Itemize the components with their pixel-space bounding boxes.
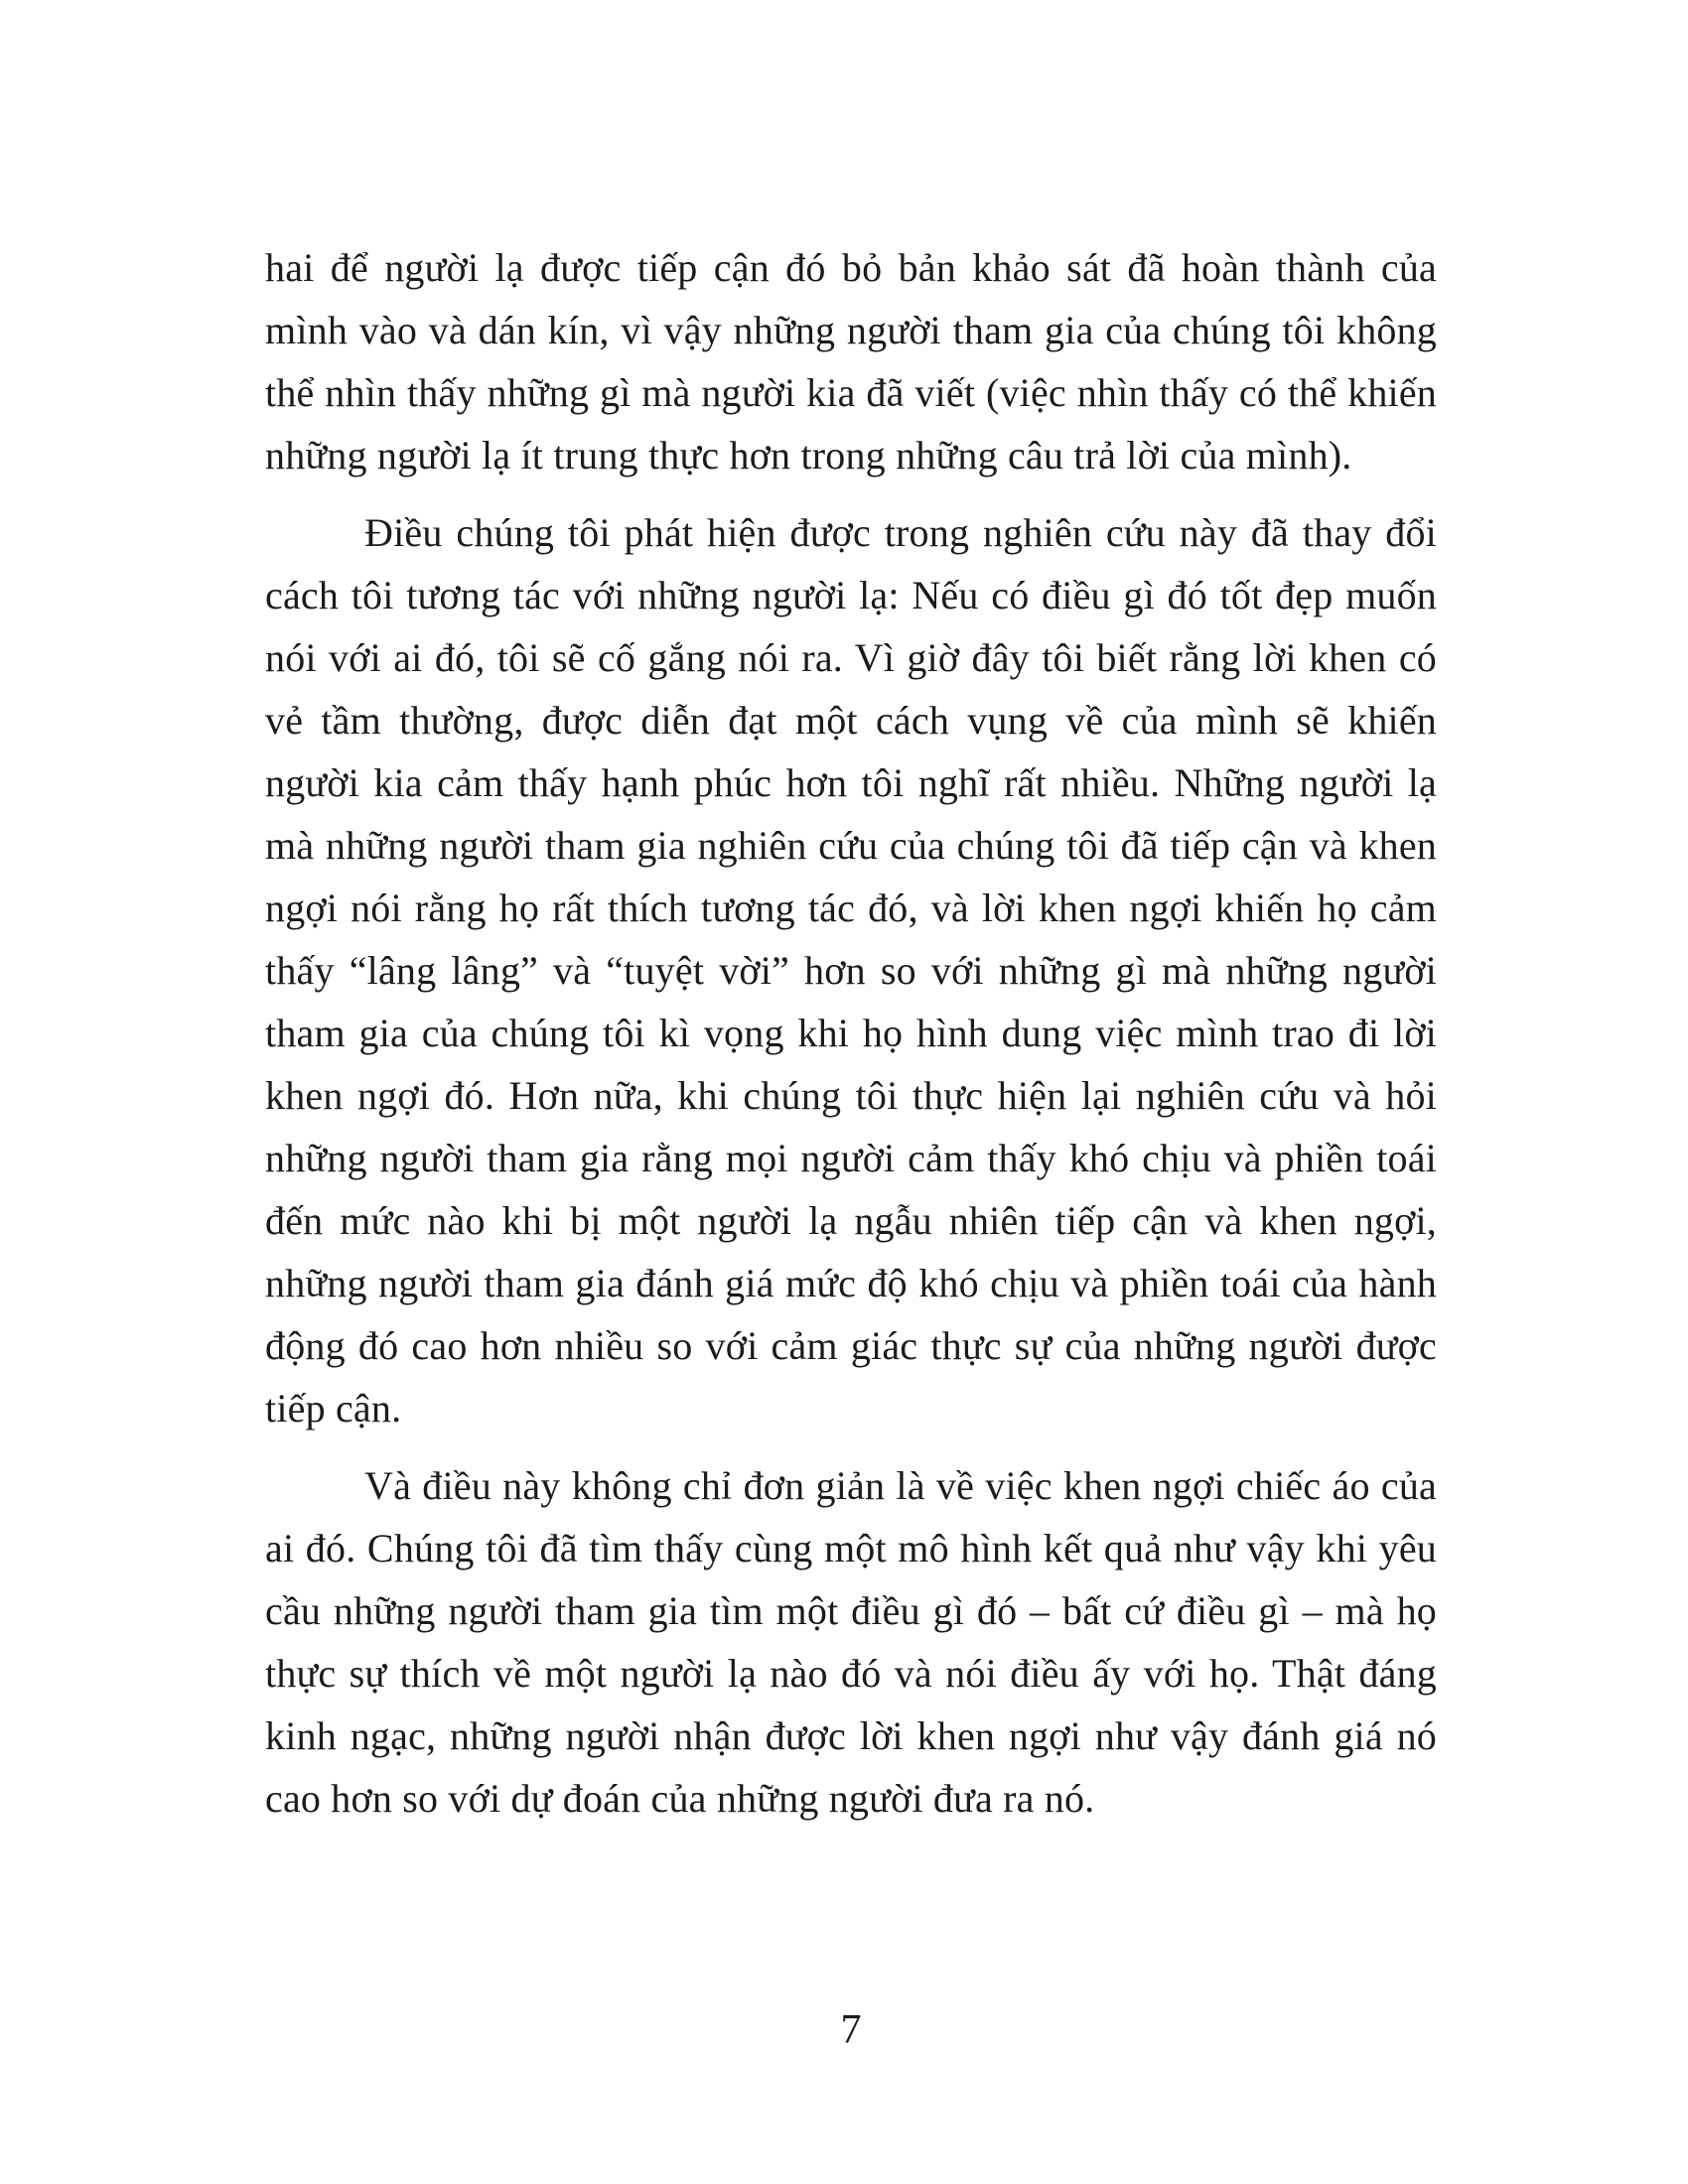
paragraph-2: Điều chúng tôi phát hiện được trong nghiên cứu này đã thay đổi cách tôi tương tác với những người lạ: Nếu có điều gì đó tốt đẹp muốn nói với ai đó, tôi sẽ cố gắng nói ra. Vì giờ đây tôi biết rằng lời khen có vẻ tầm thường, được diễn đạt một cách vụng về của mình sẽ khiến người kia cảm thấy hạnh phúc hơn tôi nghĩ rất nhiều. Những người lạ mà những người tham gia nghiên cứu của chúng tôi đã tiếp cận và khen ngợi nói rằng họ rất thích tương tác đó, và lời khen ngợi khiến họ cảm thấy “lâng lâng” và “tuyệt vời” hơn so với những gì mà những người tham gia của chúng tôi kì vọng khi họ hình dung việc mình trao đi lời khen ngợi đó. Hơn nữa, khi chúng tôi thực hiện lại nghiên cứu và hỏi những người tham gia rằng mọi người cảm thấy khó chịu và phiền toái đến mức nào khi bị một người lạ ngẫu nhiên tiếp cận và khen ngợi, những người tham gia đánh giá mức độ khó chịu và phiền toái của hành động đó cao hơn nhiều so với cảm giác thực sự của những người được tiếp cận.	[265, 510, 1437, 1431]
paragraph-3: Và điều này không chỉ đơn giản là về việc khen ngợi chiếc áo của ai đó. Chúng tôi đã tìm thấy cùng một mô hình kết quả như vậy khi yêu cầu những người tham gia tìm một điều gì đó – bất cứ điều gì – mà họ thực sự thích về một người lạ nào đó và nói điều ấy với họ. Thật đáng kinh ngạc, những người nhận được lời khen ngợi như vậy đánh giá nó cao hơn so với dự đoán của những người đưa ra nó.	[265, 1463, 1437, 1821]
paragraph-1: hai để người lạ được tiếp cận đó bỏ bản khảo sát đã hoàn thành của mình vào và dán kín, vì vậy những người tham gia của chúng tôi không thể nhìn thấy những gì mà người kia đã viết (việc nhìn thấy có thể khiến những người lạ ít trung thực hơn trong những câu trả lời của mình).	[265, 245, 1437, 478]
body-text	[265, 236, 1437, 1830]
page-number: 7	[840, 2007, 862, 2053]
